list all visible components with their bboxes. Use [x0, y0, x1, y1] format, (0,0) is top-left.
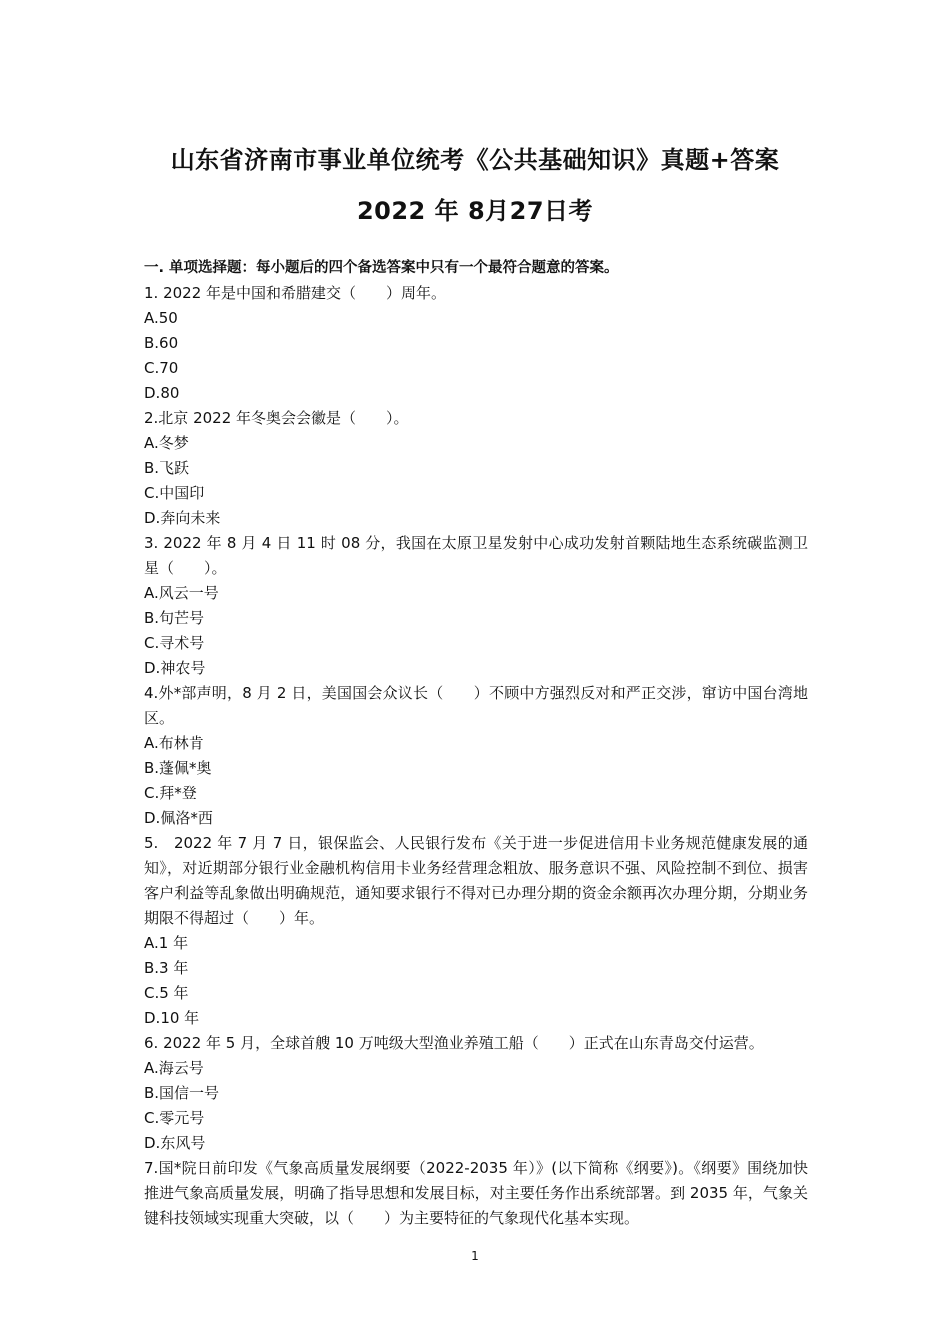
question-3-option-b: B.句芒号 [144, 609, 205, 627]
question-1-option-a: A.50 [144, 309, 178, 327]
exam-date: 2022 年 8月27日考 [356, 197, 594, 225]
question-6: 6. 2022 年 5 月，全球首艘 10 万吨级大型渔业养殖工船（ ）正式在山东青岛交付运营。 [144, 1034, 764, 1052]
question-2-option-a: A.冬梦 [144, 434, 189, 452]
question-3: 3. 2022 年 8 月 4 日 11 时 08 分，我国在太原卫星发射中心成功发射首颗陆地生态系统碳监测卫星（ ）。 [144, 534, 808, 577]
question-5-option-c: C.5 年 [144, 984, 189, 1002]
question-1-option-b: B.60 [144, 334, 179, 352]
question-4: 4.外*部声明，8 月 2 日，美国国会众议长（ ）不顾中方强烈反对和严正交涉，窜访中国台湾地区。 [144, 684, 808, 727]
question-1-option-d: D.80 [144, 384, 180, 402]
question-4-option-b: B.蓬佩*奥 [144, 759, 212, 777]
question-2-option-c: C.中国印 [144, 484, 205, 502]
question-6-option-b: B.国信一号 [144, 1084, 220, 1102]
question-4-option-a: A.布林肯 [144, 734, 204, 752]
page-number: 1 [471, 1249, 479, 1263]
question-5-option-d: D.10 年 [144, 1009, 200, 1027]
question-6-option-a: A.海云号 [144, 1059, 204, 1077]
question-5: 5. 2022 年 7 月 7 日，银保监会、人民银行发布《关于进一步促进信用卡业务规范健康发展的通知》，对近期部分银行业金融机构信用卡业务经营理念粗放、服务意识不强、风险控制不到位、损害客户利益等乱象做出明确规范，通知要求银行不得对已办理分期的资金余额再次办理分期，分期业务期限不得超过（ ）年。 [144, 834, 808, 927]
question-5-option-a: A.1 年 [144, 934, 189, 952]
question-4-option-d: D.佩洛*西 [144, 809, 213, 827]
document-title: 山东省济南市事业单位统考《公共基础知识》真题+答案 [170, 146, 780, 174]
question-6-option-c: C.零元号 [144, 1109, 205, 1127]
question-1: 1. 2022 年是中国和希腊建交（ ）周年。 [144, 284, 447, 302]
question-3-option-a: A.风云一号 [144, 584, 219, 602]
section-heading: 一. 单项选择题：每小题后的四个备选答案中只有一个最符合题意的答案。 [144, 260, 619, 276]
question-3-option-c: C.寻术号 [144, 634, 205, 652]
question-5-option-b: B.3 年 [144, 959, 189, 977]
question-7: 7.国*院日前印发《气象高质量发展纲要（2022-2035 年）》(以下简称《纲要》)。《纲要》围绕加快推进气象高质量发展，明确了指导思想和发展目标，对主要任务作出系统部署。到 2035 年，气象关键科技领域实现重大突破，以（ ）为主要特征的气象现代化基本实现。 [144, 1159, 808, 1227]
question-1-option-c: C.70 [144, 359, 179, 377]
question-list [144, 256, 808, 1231]
question-4-option-c: C.拜*登 [144, 784, 197, 802]
question-2: 2.北京 2022 年冬奥会会徽是（ ）。 [144, 409, 409, 427]
question-3-option-d: D.神农号 [144, 659, 206, 677]
question-2-option-d: D.奔向未来 [144, 509, 221, 527]
question-2-option-b: B.飞跃 [144, 459, 190, 477]
question-6-option-d: D.东风号 [144, 1134, 206, 1152]
